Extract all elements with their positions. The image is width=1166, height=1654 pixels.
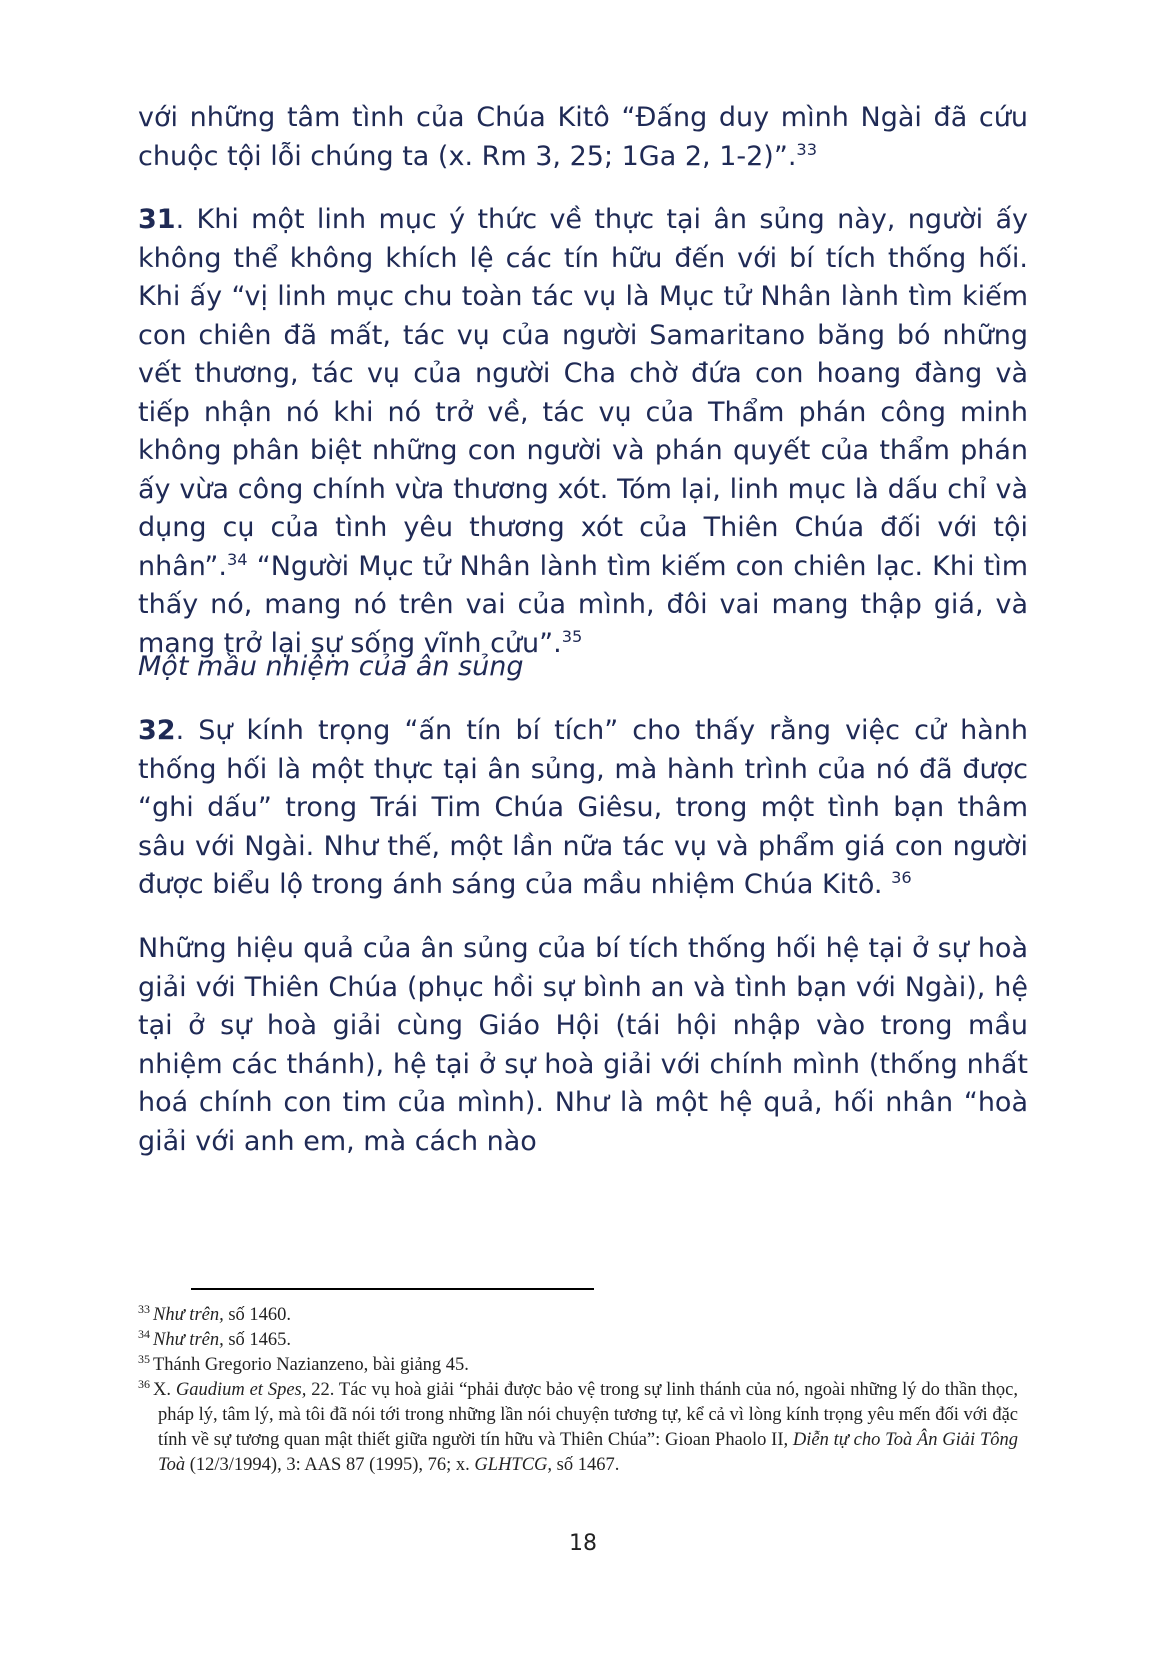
paragraph-number: 32 xyxy=(138,715,176,746)
footnote-33: $^{33}$ Như trên, số 1460. xyxy=(138,1301,292,1325)
paragraph-31 xyxy=(138,201,1028,663)
page-number: 18 xyxy=(569,1531,597,1556)
paragraph-number: 31 xyxy=(138,204,176,235)
section-heading-text: Một mầu nhiệm của ân sủng xyxy=(138,651,524,682)
footnote-ref-35[interactable]: 35 xyxy=(561,626,583,646)
footnote-35: $^{35}$ Thánh Gregorio Nazianzeno, bài giảng 45. xyxy=(138,1351,469,1375)
paragraph-effects xyxy=(138,930,1028,1161)
paragraph-text: với những tâm tình của Chúa Kitô “Đấng duy mình Ngài đã cứu chuộc tội lỗi chúng ta (x. Rm 3, 25; 1Ga 2, 1-2)”. xyxy=(138,102,1028,172)
section-heading xyxy=(138,648,1028,687)
footnote-ref-36[interactable]: 36 xyxy=(891,868,912,887)
paragraph-continuation xyxy=(138,99,1028,176)
footnote-ref-33[interactable]: 33 xyxy=(796,139,818,159)
paragraph-32 xyxy=(138,712,1028,905)
paragraph-text: . Khi một linh mục ý thức về thực tại ân sủng này, người ấy không thể không khích lệ các tín hữu đến với bí tích thống hối. Khi ấy “vị linh mục chu toàn tác vụ là Mục tử Nhân lành tìm kiếm con chiên đã mất, tác vụ của người Samaritano băng bó những vết thương, tác vụ của người Cha chờ đứa con hoang đàng và tiếp nhận nó khi nó trở về, tác vụ của Thẩm phán công minh không phân biệt những con người và phán quyết của thẩm phán ấy vừa công chính vừa thương xót. Tóm lại, linh mục là dấu chỉ và dụng cụ của tình yêu thương xót của Thiên Chúa đối với tội nhân”. xyxy=(138,204,1028,582)
footnote-36: $^{36}$ X. Gaudium et Spes, 22. Tác vụ hoà giải “phải được bảo vệ trong sự linh thánh của nó, ngoài những lý do thần thọc, pháp lý, tâm lý, mà tôi đã nói tới trong những lần nói chuyện tương tự, kể cả vì lòng kính trọng yêu mến đối với đặc tính về sự tương quan mật thiết giữa người tín hữu và Thiên Chúa”: Gioan Phaolo II, Diễn tự cho Toà Ân Giải Tông Toà (12/3/1994), 3: AAS 87 (1995), 76; x. GLHTCG, số 1467. xyxy=(138,1376,1018,1475)
footnote-separator xyxy=(191,1288,594,1290)
footnote-34: $^{34}$ Như trên, số 1465. xyxy=(138,1326,292,1350)
paragraph-text: “Người Mục tử Nhân lành tìm kiếm con chiên lạc. Khi tìm thấy nó, mang nó trên vai của mình, đôi vai mang thập giá, và mang trở lại sự sống vĩnh cửu”. xyxy=(138,550,1028,659)
paragraph-text: . Sự kính trọng “ấn tín bí tích” cho thấy rằng việc cử hành thống hối là một thực tại ân sủng, mà hành trình của nó đã được “ghi dấu” trong Trái Tim Chúa Giêsu, trong một tình bạn thâm sâu với Ngài. Như thế, một lần nữa tác vụ và phẩm giá con người được biểu lộ trong ánh sáng của mầu nhiệm Chúa Kitô. xyxy=(138,715,1028,900)
footnote-ref-34[interactable]: 34 xyxy=(226,549,248,569)
paragraph-text: Những hiệu quả của ân sủng của bí tích thống hối hệ tại ở sự hoà giải với Thiên Chúa (phục hồi sự bình an và tình bạn với Ngài), hệ tại ở sự hoà giải cùng Giáo Hội (tái hội nhập vào trong mầu nhiệm các thánh), hệ tại ở sự hoà giải với chính mình (thống nhất hoá chính con tim của mình). Như là một hệ quả, hối nhân “hoà giải với anh em, mà cách nào xyxy=(138,933,1028,1157)
footnotes xyxy=(138,1303,1018,1478)
